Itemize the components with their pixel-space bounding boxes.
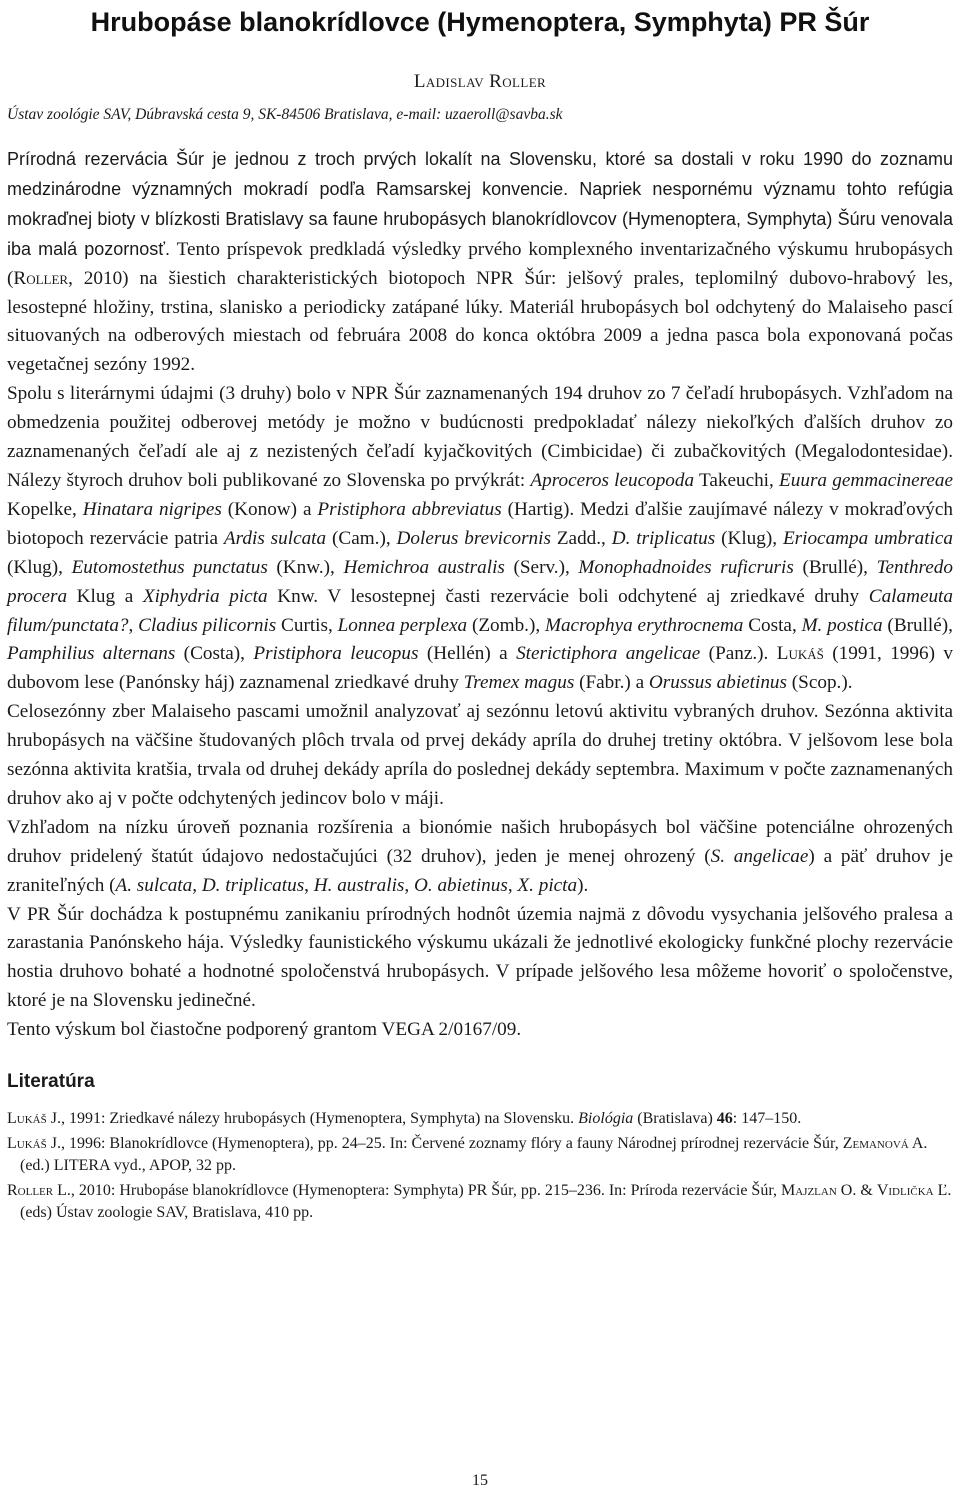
- species-name: Sterictiphora angelicae: [516, 643, 701, 665]
- paragraph-1: [7, 145, 953, 380]
- reference-editor: Majzlan O.: [781, 1181, 857, 1199]
- species-name: A. sulcata: [115, 874, 193, 896]
- paragraph-4: [7, 814, 953, 901]
- species-name: Monophadnoides ruficruris: [578, 556, 794, 578]
- text-run: Curtis,: [276, 614, 338, 636]
- reference-author: Lukáš J.: [7, 1134, 61, 1152]
- species-name: Euura gemmacinereae: [779, 469, 953, 491]
- text-run: Materiál hrubopásych bol odchytený do Malaiseho pascí situovaných na odberových miestach od februára 2008 do konca októbra 2009 a jedna pasca bola exponovaná počas vegetačnej sezóny 1992.: [7, 296, 953, 376]
- text-run: ).: [577, 874, 589, 896]
- species-name: Tenthredo procera: [7, 556, 953, 607]
- species-name: Orussus abietinus: [648, 672, 787, 694]
- author-affiliation: Ústav zoológie SAV, Dúbravská cesta 9, SK-84506 Bratislava, e-mail: uzaeroll@savba.sk: [7, 106, 563, 123]
- species-name: O. abietinus: [414, 874, 508, 896]
- text-run: (1991, 1996) v dubovom lese (Panónsky háj) zaznamenal zriedkavé druhy: [7, 643, 953, 694]
- species-name: Lonnea perplexa: [337, 614, 468, 636]
- abstract-body: [7, 145, 953, 1045]
- literature-heading: Literatúra: [7, 1071, 95, 1093]
- text-run: (ed.) LITERA vyd., APOP, 32 pp.: [20, 1157, 236, 1175]
- reference-author: Lukáš J.: [7, 1110, 61, 1128]
- text-run: (Hellén) a: [418, 643, 517, 665]
- species-name: Xiphydria picta: [142, 585, 268, 607]
- text-run: (Panz.).: [700, 643, 777, 665]
- species-name: X. picta: [517, 874, 578, 896]
- text-run: Takeuchi,: [694, 469, 780, 491]
- species-name: Macrophya erythrocnema: [544, 614, 744, 636]
- text-run: ,: [404, 874, 414, 896]
- species-name: Eutomostethus punctatus: [71, 556, 268, 578]
- text-run: Vzhľadom na obmedzenia použitej odberovej metódy je možno v budúcnosti predpokladať nálezy niekoľkých ďalších druhov zo zaznamenaných čeľadí ale aj z nezistených čeľadí kyjačkovitých (Cimbicidae) či zubačkovitých (Megalodontesidae). Nálezy štyroch druhov boli publikované zo Slovenska po prvýkrát:: [7, 383, 953, 491]
- paragraph-2: [7, 380, 953, 698]
- text-run: Kopelke,: [7, 498, 83, 520]
- text-run: Zadd.,: [550, 527, 612, 549]
- text-run: ,: [128, 614, 139, 636]
- text-run: (Serv.),: [504, 556, 579, 578]
- reference-editor: Vidlička Ľ.: [876, 1181, 952, 1199]
- author-citation: Roller: [13, 267, 69, 289]
- text-run: Vzhľadom na nízku úroveň poznania rozšírenia a bionómie našich hrubopásych bol väčšine potenciálne ohrozených druhov pridelený štatút údajovo nedostačujúci (32 druhov), jeden je menej ohrozený (: [7, 816, 953, 867]
- text-run: ,: [507, 874, 518, 896]
- species-name: Dolerus brevicornis: [396, 527, 551, 549]
- species-name: Pristiphora abbreviatus: [317, 498, 502, 520]
- species-name: Tremex magus: [463, 672, 575, 694]
- text-run: Knw. V lesostepnej časti rezervácie boli odchytené aj zriedkavé druhy: [267, 585, 869, 607]
- text-run: Spolu s literárnymi údajmi (3 druhy) bolo v NPR Šúr zaznamenaných 194 druhov zo 7 čeľadí hrubopásych.: [7, 383, 843, 405]
- reference-item: [7, 1133, 953, 1178]
- reference-item: [7, 1180, 953, 1225]
- species-name: Aproceros leucopoda: [530, 469, 695, 491]
- species-name: D. triplicatus: [201, 874, 305, 896]
- text-run: , 2010: Hrubopáse blanokrídlovce (Hymenoptera: Symphyta) PR Šúr, pp. 215–236. In: Príroda rezervácie Šúr,: [70, 1181, 782, 1199]
- text-run: Prírodná rezervácia Šúr je jednou z troch prvých lokalít na Slovensku, ktoré sa dostali v roku 1990 do zoznamu medzinárodne významných mokradí podľa Ramsarskej konvencie. Napriek nespornému významu tohto refúgia mokraďnej bioty v blízkosti Bratislavy sa faune hrubopásych blanokrídlovcov (Hymenoptera, Symphyta) Šúru venovala iba malá pozornosť.: [7, 149, 953, 259]
- species-name: Calameuta filum/punctata?: [7, 585, 953, 636]
- text-run: (Costa),: [175, 643, 254, 665]
- paragraph-5: V PR Šúr dochádza k postupnému zanikaniu prírodných hodnôt územia najmä z dôvodu vysychania jelšového pralesa a zarastania Panónskeho hája. Výsledky faunistického výskumu ukázali že jednotlivé ekologicky funkčné plochy rezervácie hostia druhovo bohaté a hodnotné spoločenstvá hrubopásych. V prípade jelšového lesa môžeme hovoriť o spoločenstve, ktoré je na Slovensku jedinečné.: [7, 903, 953, 1012]
- species-name: Hinatara nigripes: [82, 498, 222, 520]
- species-name: Hemichroa australis: [343, 556, 505, 578]
- paragraph-3: Celosezónny zber Malaiseho pascami umožnil analyzovať aj sezónnu letovú aktivitu vybraných druhov. Sezónna aktivita hrubopásych na väčšine študovaných plôch trvala od prvej dekády apríla do druhej tretiny októbra. V jelšovom lese bola sezónna aktivita kratšia, trvala od druhej dekády apríla do poslednej dekády septembra. Maximum v počte zaznamenaných druhov ako aj v počte odchytených jedincov bolo v máji.: [7, 701, 953, 809]
- paper-title: Hrubopáse blanokrídlovce (Hymenoptera, Symphyta) PR Šúr: [90, 7, 870, 37]
- text-run: (Brullé),: [793, 556, 877, 578]
- species-name: Cladius pilicornis: [138, 614, 277, 636]
- species-name: S. angelicae: [710, 845, 809, 867]
- text-run: , 1996: Blanokrídlovce (Hymenoptera), pp. 24–25. In: Červené zoznamy flóry a fauny Národnej prírodnej rezervácie Šúr,: [60, 1134, 843, 1152]
- author-name: Ladislav Roller: [413, 71, 547, 92]
- journal-name: Biológia: [578, 1110, 634, 1128]
- species-name: Pristiphora leucopus: [253, 643, 419, 665]
- text-run: (Hartig). Medzi ďalšie zaujímavé nálezy v mokraďových biotopoch rezervácie patria: [7, 498, 953, 549]
- text-run: Klug a: [67, 585, 143, 607]
- text-run: Costa,: [743, 614, 802, 636]
- text-run: (Knw.),: [267, 556, 344, 578]
- journal-volume: 46: [716, 1110, 733, 1128]
- text-run: (Brullé),: [882, 614, 953, 636]
- text-run: (Fabr.) a: [574, 672, 649, 694]
- text-run: (Zomb.),: [467, 614, 545, 636]
- text-run: , 2010) na šiestich charakteristických biotopoch NPR Šúr: jelšový prales, teplomilný dubovo-hrabový les, lesostepné hložiny, trstina, slanisko a periodicky zatápané lúky.: [7, 267, 953, 318]
- reference-list: [7, 1108, 953, 1225]
- text-run: , 1991: Zriedkavé nálezy hrubopásych (Hymenoptera, Symphyta) na Slovensku.: [60, 1110, 579, 1128]
- text-run: ,: [192, 874, 202, 896]
- paragraph-6: Tento výskum bol čiastočne podporený grantom VEGA 2/0167/09.: [7, 1019, 522, 1041]
- page-number: 15: [472, 1472, 488, 1489]
- reference-author: Roller L.: [7, 1181, 71, 1199]
- species-name: Pamphilius alternans: [7, 643, 176, 665]
- species-name: Ardis sulcata: [223, 527, 327, 549]
- text-run: (Scop.).: [786, 672, 853, 694]
- text-run: (Konow) a: [221, 498, 318, 520]
- species-name: M. postica: [801, 614, 883, 636]
- text-run: (Bratislava): [633, 1110, 717, 1128]
- text-run: : 147–150.: [732, 1110, 802, 1128]
- reference-item: [7, 1108, 953, 1131]
- text-run: (Klug),: [7, 556, 72, 578]
- text-run: ) a päť druhov je zraniteľných (: [7, 845, 954, 896]
- species-name: H. australis: [313, 874, 405, 896]
- text-run: Tento príspevok predkladá výsledky prvého komplexného inventarizačného výskumu hrubopásych (: [7, 238, 953, 289]
- text-run: (Cam.),: [326, 527, 397, 549]
- species-name: D. triplicatus: [611, 527, 716, 549]
- reference-editor: Zemanová A.: [842, 1134, 928, 1152]
- author-citation: Lukáš: [776, 643, 824, 665]
- text-run: (eds) Ústav zoologie SAV, Bratislava, 410 pp.: [20, 1204, 314, 1222]
- text-run: (Klug),: [715, 527, 783, 549]
- text-run: &: [856, 1181, 877, 1199]
- species-name: Eriocampa umbratica: [782, 527, 953, 549]
- text-run: ,: [304, 874, 314, 896]
